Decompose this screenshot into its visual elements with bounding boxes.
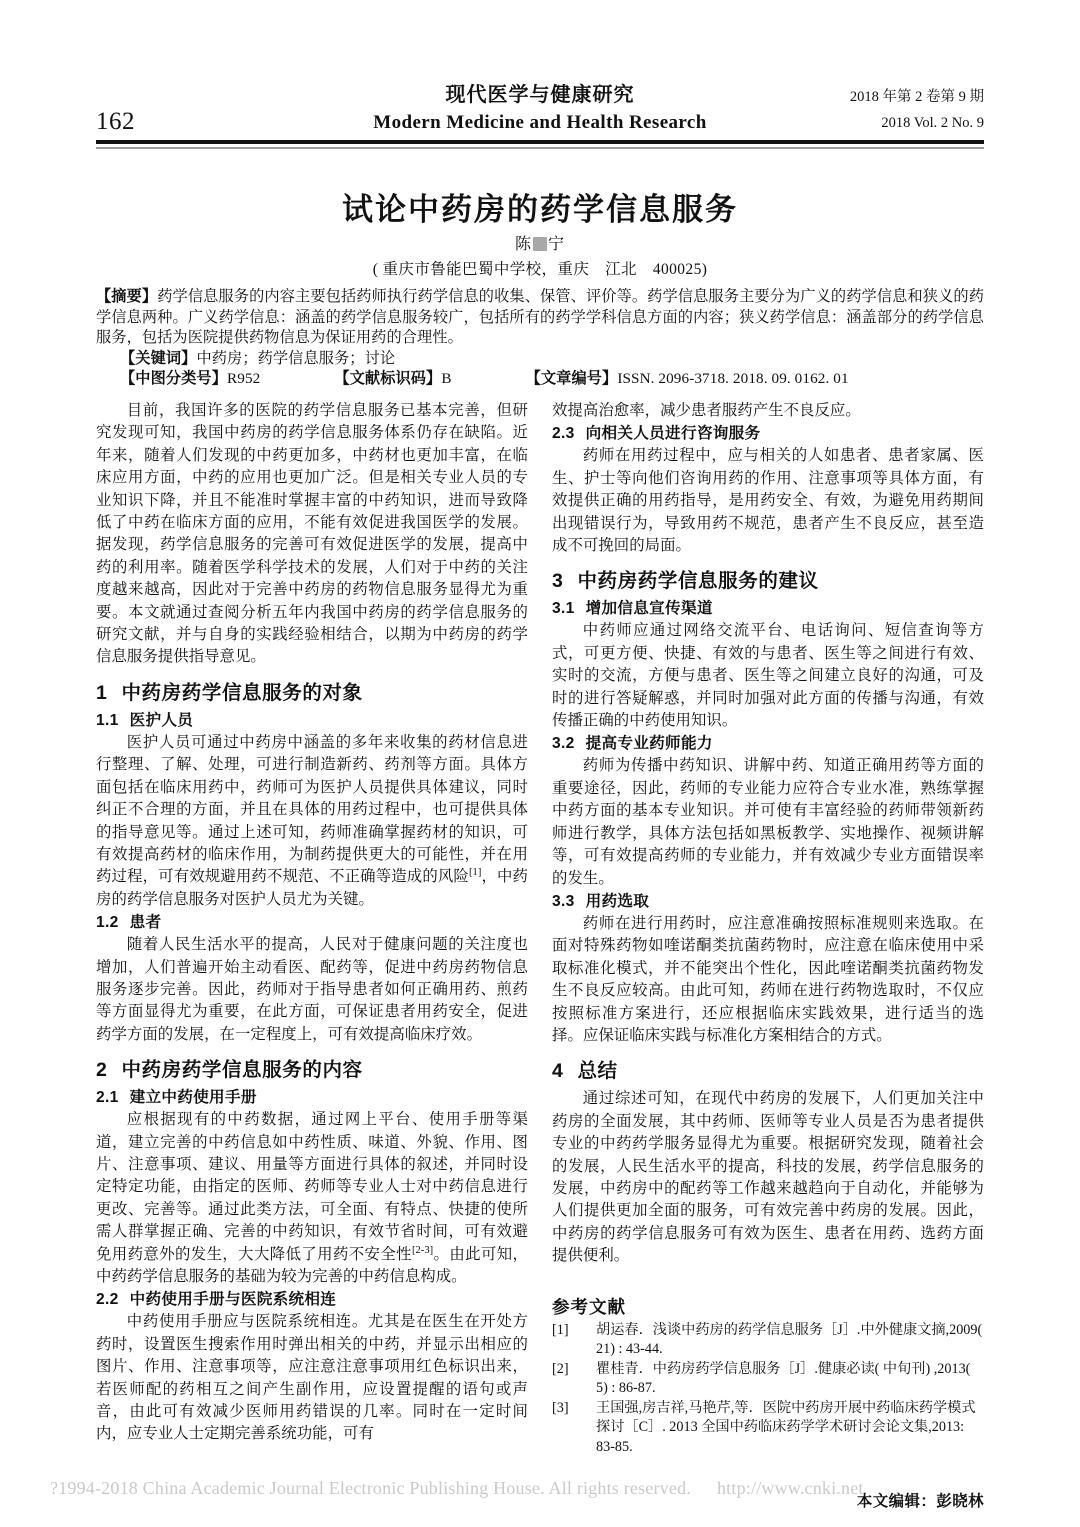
editor-name: 彭晓林 — [936, 1493, 984, 1511]
subsection-heading-1-2 — [96, 912, 528, 934]
article-number-segment — [526, 369, 849, 390]
doccode-label: 【文献标识码】 — [334, 370, 442, 387]
subsection-3-3-number: 3.3 — [552, 892, 575, 910]
subsection-heading-3-1 — [552, 598, 984, 620]
abstract-block — [96, 287, 984, 390]
references-heading: 参考文献 — [552, 1296, 626, 1317]
page-header — [96, 82, 984, 140]
section-1-number: 1 — [96, 681, 108, 704]
keywords-label: 【关键词】 — [120, 349, 197, 367]
paragraph-1-1-text-b: ，中药房的药学信息服务对医护人员尤为关键。 — [96, 868, 528, 908]
section-2-title: 中药房药学信息服务的内容 — [121, 1059, 363, 1082]
subsection-2-2-number: 2.2 — [96, 1291, 119, 1309]
issue-info-en: 2018 Vol. 2 No. 9 — [881, 115, 984, 131]
author-name-suffix: 宁 — [548, 236, 566, 253]
paragraph-3-1: 中药师应通过网络交流平台、电话询问、短信查询等方式，可更方便、快捷、有效的与患者、医生等之间进行有效、实时的交流，方便与患者、医生等之间建立良好的沟通，可及时的进行答疑解惑，并同时加强对此方面的传播与沟通，有效传播正确的中药使用知识。 — [552, 622, 984, 730]
issue-info — [850, 84, 984, 136]
section-4-title: 总结 — [577, 1060, 618, 1083]
redacted-character-block — [533, 237, 547, 251]
paragraph-4: 通过综述可知，在现代中药房的发展下，人们更加关注中药房的全面发展，其中药师、医师等专业人员是否为患者提供专业的中药药学服务显得尤为重要。根据研究发现，随着社会的发展，人民生活水平的提高，科技的发展，药学信息服务的发展，中药房中的配药等工作越来越趋向于自动化，并能够为人们提供更加全面的服务，可有效完善中药房的发展。因此，中药房的药学信息服务可有效为医生、患者在用药、选药方面提供便利。 — [552, 1090, 984, 1265]
article-number-value: ISSN. 2096-3718. 2018. 09. 0162. 01 — [617, 370, 849, 387]
section-heading-3 — [552, 566, 984, 596]
subsection-heading-1-1 — [96, 710, 528, 732]
paragraph-2-1 — [96, 1109, 528, 1288]
paragraph-2-2: 中药使用手册应与医院系统相连。尤其是在医生在开处方药时，设置医生搜索作用时弹出相关的中药，并显示出相应的图片、作用、注意事项等，应注意注意事项用红色标识出来，若医师配的药相互之间产生副作用，应设置提醒的语句或声音，由此可有效减少医师用药错误的几率。同时在一定时间内，应专业人士定期完善系统功能，可有 — [96, 1313, 528, 1443]
author-name-prefix: 陈 — [514, 236, 532, 253]
paragraph-2-2-continuation: 效提高治愈率，减少患者服药产生不良反应。 — [552, 402, 861, 419]
citation-marker-2: [2-3] — [411, 1244, 434, 1256]
clc-value: R952 — [227, 370, 261, 387]
reference-text: 胡运春．浅谈中药房的药学信息服务［J］.中外健康文摘,2009( 21) : 43-44. — [596, 1321, 983, 1358]
reference-text: 王国强,房吉祥,马艳芹,等．医院中药房开展中药临床药学模式探讨［C］. 2013 全国中药临床药学学术研讨会论文集,2013: 83-85. — [596, 1399, 976, 1455]
reference-number: [2] — [552, 1360, 569, 1377]
paragraph-1-1 — [96, 732, 528, 911]
subsection-2-1-title: 建立中药使用手册 — [129, 1089, 257, 1107]
classification-line — [96, 369, 984, 390]
subsection-heading-2-1 — [96, 1087, 528, 1109]
subsection-1-1-title: 医护人员 — [129, 711, 194, 729]
reference-text: 瞿桂青．中药房药学信息服务［J］.健康必读( 中旬刊) ,2013( 5) : 86-87. — [596, 1360, 971, 1397]
header-rule-thin — [96, 147, 984, 149]
article-title: 试论中药房的药学信息服务 — [342, 192, 738, 227]
paragraph-1-2: 随着人民生活水平的提高，人民对于健康问题的关注度也增加，人们普遍开始主动看医、配药等，促进中药房药物信息服务逐步完善。因此，药师对于指导患者如何正确用药、煎药等方面显得尤为重要，在此方面，可保证患者用药安全，促进药学方面的发展，在一定程度上，可有效提高临床疗效。 — [96, 936, 528, 1043]
subsection-1-2-number: 1.2 — [96, 914, 119, 932]
doccode-value: B — [441, 370, 452, 387]
column-left — [96, 400, 528, 1446]
paragraph-2-3: 药师在用药过程中，应与相关的人如患者、患者家属、医生、护士等向他们咨询用药的作用、注意事项等具体方面，有效提供正确的用药指导，是用药安全、有效，为避免用药期间出现错误行为，导致用药不规范，患者产生不良反应，甚至造成不可挽回的局面。 — [552, 447, 984, 555]
keywords-line — [96, 349, 984, 370]
subsection-2-2-title: 中药使用手册与医院系统相连 — [129, 1291, 337, 1309]
section-4-number: 4 — [552, 1060, 564, 1083]
abstract-label: 【摘要】 — [96, 288, 158, 305]
subsection-3-3-title: 用药选取 — [585, 892, 650, 910]
subsection-2-1-number: 2.1 — [96, 1089, 119, 1107]
keywords-value: 中药房；药学信息服务；讨论 — [196, 349, 396, 367]
reference-number: [1] — [552, 1321, 569, 1338]
subsection-2-3-title: 向相关人员进行咨询服务 — [585, 425, 761, 443]
section-1-title: 中药房药学信息服务的对象 — [121, 681, 363, 704]
section-heading-1 — [96, 678, 528, 708]
citation-marker-1: [1] — [468, 867, 482, 879]
abstract-paragraph — [96, 287, 984, 349]
subsection-3-2-number: 3.2 — [552, 735, 575, 753]
paragraph-2-1-text-a: 应根据现有的中药数据，通过网上平台、使用手册等渠道，建立完善的中药信息如中药性质、味道、外貌、作用、图片、注意事项、建议、用量等方面进行具体的叙述，并同时设定特定功能，由指定的医师、药师等专业人士对中药信息进行更改、完善等。通过此类方法，可全面、有特点、快捷的使所需人群掌握正确、完善的中药知识，有效节省时间，可有效避免用药意外的发生，大大降低了用药不安全性 — [96, 1111, 528, 1263]
section-2-number: 2 — [96, 1059, 108, 1082]
page-number: 162 — [96, 108, 135, 135]
footer-copyright: ?1994-2018 China Academic Journal Electronic Publishing House. All rights reserved. — [50, 1478, 691, 1498]
intro-paragraph: 目前，我国许多的医院的药学信息服务已基本完善，但研究发现可知，我国中药房的药学信息服务体系仍存在缺陷。近年来，随着人们发现的中药更加多，中药材也更加丰富，在临床应用方面，中药的应用也更加广泛。但是相关专业人员的专业知识下降，并且不能准时掌握丰富的中药知识，进而导致降低了中药在临床方面的应用，不能有效促进我国医学的发展。据发现，药学信息服务的完善可有效促进医学的发展，提高中药的利用率。随着医学科学技术的发展，人们对于中药的关注度越来越高，因此对于完善中药房的药物信息服务显得尤为重要。本文就通过查阅分析五年内我国中药房的药学信息服务的研究文献，并与自身的实践经验相结合，以期为中药房的药学信息服务提供指导意见。 — [96, 402, 528, 666]
subsection-heading-3-2 — [552, 733, 984, 755]
subsection-1-1-number: 1.1 — [96, 711, 119, 729]
clc-label: 【中图分类号】 — [120, 370, 228, 387]
header-rule-thick — [96, 140, 984, 144]
journal-name-en: Modern Medicine and Health Research — [373, 112, 707, 133]
subsection-heading-2-3 — [552, 423, 984, 445]
paragraph-3-3: 药师在进行用药时，应注意准确按照标准规则来选取。在面对特殊药物如喹诺酮类抗菌药物时，应注意在临床使用中采取标准化模式，并不能突出个性化，因此喹诺酮类抗菌药物发生不良反应较高。由此可知，药师在进行药物选取时，不仅应按照标准方案进行，还应根据临床实践效果，进行适当的选择。应保证临床实践与标准化方案相结合的方式。 — [552, 914, 984, 1044]
reference-item — [552, 1321, 984, 1360]
subsection-2-3-number: 2.3 — [552, 425, 575, 443]
editor-label: 本文编辑： — [856, 1493, 937, 1511]
subsection-1-2-title: 患者 — [129, 914, 162, 932]
article-author — [96, 231, 984, 254]
issue-info-cn: 2018 年第 2 卷第 9 期 — [849, 89, 984, 105]
paragraph-1-1-text-a: 医护人员可通过中药房中涵盖的多年来收集的药材信息进行整理、了解、处理，可进行制造新药、药剂等方面。具体方面包括在临床用药中，药师可为医护人员提供具体建议，同时纠正不合理的方面，并且在具体的用药过程中，也可提供具体的指导意见等。通过上述可知，药师准确掌握药材的知识，可有效提高药材的临床作用，为制药提供更大的可能性，并在用药过程，可有效规避用药不规范、不正确等造成的风险 — [96, 733, 528, 886]
reference-item — [552, 1399, 984, 1458]
subsection-3-1-number: 3.1 — [552, 600, 575, 618]
doccode-segment — [334, 369, 451, 390]
subsection-3-2-title: 提高专业药师能力 — [585, 735, 713, 753]
subsection-heading-3-3 — [552, 891, 984, 913]
clc-segment — [120, 369, 260, 390]
section-heading-4 — [552, 1056, 984, 1086]
cnki-footer-watermark — [50, 1478, 1050, 1499]
abstract-text: 药学信息服务的内容主要包括药师执行药学信息的收集、保管、评价等。药学信息服务主要分为广义的药学信息和狭义的药学信息两种。广义药学信息：涵盖的药学信息服务较广，包括所有的药学学科信息方面的内容；狭义药学信息：涵盖部分的药学信息服务，包括为医院提供药物信息为保证用药的合理性。 — [96, 288, 984, 346]
section-heading-2 — [96, 1055, 528, 1085]
article-number-label: 【文章编号】 — [525, 370, 618, 387]
journal-name-cn: 现代医学与健康研究 — [445, 84, 635, 106]
author-affiliation: ( 重庆市鲁能巴蜀中学校，重庆 江北 400025) — [372, 261, 708, 278]
subsection-heading-2-2 — [96, 1289, 528, 1311]
footer-url: http://www.cnki.net — [716, 1478, 864, 1498]
section-3-title: 中药房药学信息服务的建议 — [577, 570, 819, 593]
reference-item — [552, 1360, 984, 1399]
reference-number: [3] — [552, 1399, 569, 1416]
subsection-3-1-title: 增加信息宣传渠道 — [585, 600, 713, 618]
column-right — [552, 400, 984, 1514]
paragraph-2-1-text-b: 。由此可知，中药药学信息服务的基础为较为完善的中药信息构成。 — [96, 1245, 528, 1285]
section-3-number: 3 — [552, 570, 564, 593]
paragraph-3-2: 药师为传播中药知识、讲解中药、知道正确用药等方面的重要途径，因此，药师的专业能力应符合专业水准，熟练掌握中药方面的基本专业知识。并可使有丰富经验的药师带领新药师进行教学，具体方法包括如黑板教学、实地操作、视频讲解等，可有效提高药师的专业能力，并有效减少专业方面错误率的发生。 — [552, 757, 984, 887]
